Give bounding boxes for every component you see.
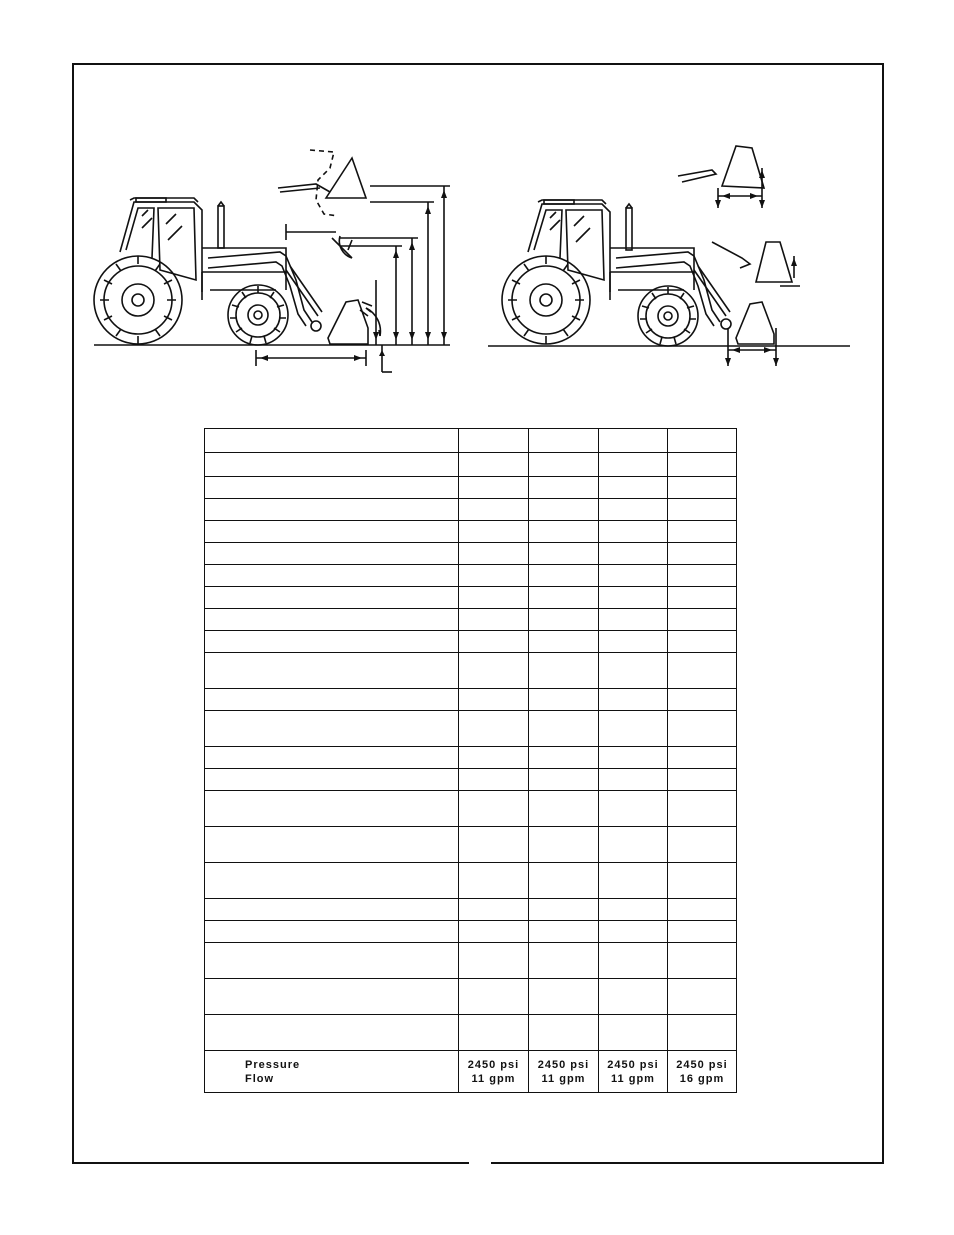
model-3-pressure: 2450 psi bbox=[607, 1058, 659, 1071]
spec-value-cell bbox=[529, 791, 599, 827]
spec-value-cell bbox=[668, 477, 737, 499]
spec-row bbox=[205, 827, 737, 863]
spec-value-cell bbox=[599, 587, 668, 609]
spec-row bbox=[205, 689, 737, 711]
spec-label-cell bbox=[205, 943, 459, 979]
frame-bottom-rule-left bbox=[72, 1162, 469, 1164]
spec-label-cell bbox=[205, 747, 459, 769]
spec-value-cell bbox=[599, 521, 668, 543]
spec-label-cell bbox=[205, 863, 459, 899]
spec-value-cell bbox=[668, 747, 737, 769]
spec-value-cell bbox=[529, 827, 599, 863]
spec-value-cell bbox=[668, 565, 737, 587]
spec-value-cell bbox=[529, 689, 599, 711]
spec-value-cell bbox=[668, 453, 737, 477]
spec-label-cell bbox=[205, 453, 459, 477]
spec-row bbox=[205, 943, 737, 979]
spec-value-cell bbox=[459, 429, 529, 453]
spec-value-cell bbox=[529, 863, 599, 899]
spec-label-cell bbox=[205, 711, 459, 747]
spec-value-cell bbox=[459, 921, 529, 943]
spec-value-cell bbox=[529, 921, 599, 943]
spec-value-cell bbox=[599, 1015, 668, 1051]
spec-value-cell bbox=[529, 1015, 599, 1051]
spec-value-cell bbox=[459, 769, 529, 791]
specifications-table-body bbox=[205, 429, 737, 1051]
hydraulics-row bbox=[205, 1051, 737, 1093]
spec-value-cell bbox=[599, 827, 668, 863]
spec-row bbox=[205, 429, 737, 453]
spec-row bbox=[205, 609, 737, 631]
spec-label-cell bbox=[205, 521, 459, 543]
spec-value-cell bbox=[459, 453, 529, 477]
spec-value-cell bbox=[668, 653, 737, 689]
spec-value-cell bbox=[459, 587, 529, 609]
spec-value-cell bbox=[529, 979, 599, 1015]
spec-value-cell bbox=[668, 921, 737, 943]
spec-value-cell bbox=[668, 543, 737, 565]
spec-value-cell bbox=[459, 747, 529, 769]
spec-value-cell bbox=[599, 477, 668, 499]
spec-value-cell bbox=[599, 921, 668, 943]
spec-row bbox=[205, 565, 737, 587]
model-3-flow: 11 gpm bbox=[611, 1072, 655, 1085]
spec-value-cell bbox=[459, 863, 529, 899]
spec-value-cell bbox=[529, 899, 599, 921]
model-2-flow: 11 gpm bbox=[541, 1072, 586, 1085]
spec-value-cell bbox=[529, 429, 599, 453]
model-2-hydraulics-cell bbox=[529, 1051, 599, 1093]
spec-value-cell bbox=[459, 711, 529, 747]
spec-value-cell bbox=[459, 521, 529, 543]
spec-value-cell bbox=[599, 979, 668, 1015]
spec-value-cell bbox=[668, 899, 737, 921]
frame-bottom-rule-right bbox=[491, 1162, 884, 1164]
spec-value-cell bbox=[459, 653, 529, 689]
spec-value-cell bbox=[599, 653, 668, 689]
spec-value-cell bbox=[459, 499, 529, 521]
spec-value-cell bbox=[529, 521, 599, 543]
spec-value-cell bbox=[668, 711, 737, 747]
spec-label-cell bbox=[205, 921, 459, 943]
model-4-pressure: 2450 psi bbox=[676, 1058, 728, 1071]
spec-value-cell bbox=[599, 943, 668, 979]
spec-value-cell bbox=[459, 631, 529, 653]
spec-label-cell bbox=[205, 979, 459, 1015]
spec-value-cell bbox=[599, 565, 668, 587]
spec-value-cell bbox=[529, 477, 599, 499]
spec-row bbox=[205, 979, 737, 1015]
spec-label-cell bbox=[205, 1015, 459, 1051]
spec-value-cell bbox=[459, 979, 529, 1015]
spec-value-cell bbox=[668, 429, 737, 453]
spec-value-cell bbox=[529, 653, 599, 689]
spec-label-cell bbox=[205, 609, 459, 631]
hydraulics-label-cell bbox=[205, 1051, 459, 1093]
spec-value-cell bbox=[599, 499, 668, 521]
spec-value-cell bbox=[459, 477, 529, 499]
spec-value-cell bbox=[529, 609, 599, 631]
spec-label-cell bbox=[205, 653, 459, 689]
spec-row bbox=[205, 477, 737, 499]
spec-row bbox=[205, 543, 737, 565]
spec-value-cell bbox=[529, 565, 599, 587]
spec-value-cell bbox=[599, 863, 668, 899]
spec-value-cell bbox=[599, 791, 668, 827]
spec-value-cell bbox=[668, 631, 737, 653]
spec-value-cell bbox=[599, 769, 668, 791]
spec-label-cell bbox=[205, 429, 459, 453]
spec-row bbox=[205, 747, 737, 769]
spec-row bbox=[205, 521, 737, 543]
spec-value-cell bbox=[529, 587, 599, 609]
specifications-table bbox=[204, 428, 737, 1093]
spec-value-cell bbox=[529, 711, 599, 747]
spec-label-cell bbox=[205, 631, 459, 653]
spec-value-cell bbox=[668, 791, 737, 827]
spec-value-cell bbox=[459, 689, 529, 711]
spec-value-cell bbox=[668, 689, 737, 711]
spec-value-cell bbox=[668, 943, 737, 979]
spec-row bbox=[205, 499, 737, 521]
spec-value-cell bbox=[668, 769, 737, 791]
flow-label: Flow bbox=[245, 1072, 275, 1085]
spec-value-cell bbox=[459, 791, 529, 827]
spec-value-cell bbox=[668, 499, 737, 521]
pressure-label: Pressure bbox=[245, 1058, 301, 1071]
spec-row bbox=[205, 631, 737, 653]
spec-value-cell bbox=[668, 979, 737, 1015]
spec-row bbox=[205, 899, 737, 921]
model-1-pressure: 2450 psi bbox=[467, 1058, 520, 1071]
spec-row bbox=[205, 711, 737, 747]
spec-row bbox=[205, 791, 737, 827]
spec-row bbox=[205, 1015, 737, 1051]
spec-row bbox=[205, 863, 737, 899]
model-1-hydraulics-cell bbox=[459, 1051, 529, 1093]
model-4-flow: 16 gpm bbox=[679, 1072, 725, 1085]
spec-value-cell bbox=[599, 429, 668, 453]
spec-row bbox=[205, 587, 737, 609]
bucket-positions-figure bbox=[482, 138, 856, 374]
model-4-hydraulics-cell bbox=[668, 1051, 737, 1093]
spec-value-cell bbox=[459, 543, 529, 565]
spec-value-cell bbox=[599, 609, 668, 631]
spec-label-cell bbox=[205, 565, 459, 587]
spec-value-cell bbox=[668, 587, 737, 609]
spec-value-cell bbox=[459, 827, 529, 863]
spec-value-cell bbox=[529, 631, 599, 653]
spec-value-cell bbox=[668, 521, 737, 543]
spec-label-cell bbox=[205, 769, 459, 791]
spec-value-cell bbox=[599, 689, 668, 711]
spec-value-cell bbox=[529, 543, 599, 565]
model-1-flow: 11 gpm bbox=[471, 1072, 516, 1085]
spec-label-cell bbox=[205, 499, 459, 521]
spec-label-cell bbox=[205, 543, 459, 565]
spec-value-cell bbox=[459, 1015, 529, 1051]
spec-label-cell bbox=[205, 899, 459, 921]
spec-value-cell bbox=[599, 631, 668, 653]
spec-row bbox=[205, 769, 737, 791]
spec-value-cell bbox=[599, 453, 668, 477]
loader-dimensions-figure bbox=[90, 140, 470, 380]
spec-value-cell bbox=[459, 609, 529, 631]
spec-row bbox=[205, 453, 737, 477]
spec-value-cell bbox=[529, 943, 599, 979]
spec-value-cell bbox=[668, 1015, 737, 1051]
spec-row bbox=[205, 653, 737, 689]
spec-label-cell bbox=[205, 791, 459, 827]
spec-row bbox=[205, 921, 737, 943]
spec-label-cell bbox=[205, 689, 459, 711]
spec-value-cell bbox=[459, 943, 529, 979]
spec-label-cell bbox=[205, 477, 459, 499]
spec-value-cell bbox=[668, 863, 737, 899]
spec-value-cell bbox=[529, 747, 599, 769]
spec-value-cell bbox=[668, 827, 737, 863]
spec-label-cell bbox=[205, 827, 459, 863]
spec-value-cell bbox=[599, 747, 668, 769]
spec-value-cell bbox=[529, 453, 599, 477]
spec-value-cell bbox=[599, 543, 668, 565]
spec-value-cell bbox=[529, 769, 599, 791]
spec-label-cell bbox=[205, 587, 459, 609]
model-3-hydraulics-cell bbox=[599, 1051, 668, 1093]
spec-value-cell bbox=[459, 565, 529, 587]
spec-value-cell bbox=[529, 499, 599, 521]
spec-value-cell bbox=[668, 609, 737, 631]
spec-value-cell bbox=[599, 899, 668, 921]
spec-value-cell bbox=[599, 711, 668, 747]
model-2-pressure: 2450 psi bbox=[537, 1058, 590, 1071]
spec-value-cell bbox=[459, 899, 529, 921]
